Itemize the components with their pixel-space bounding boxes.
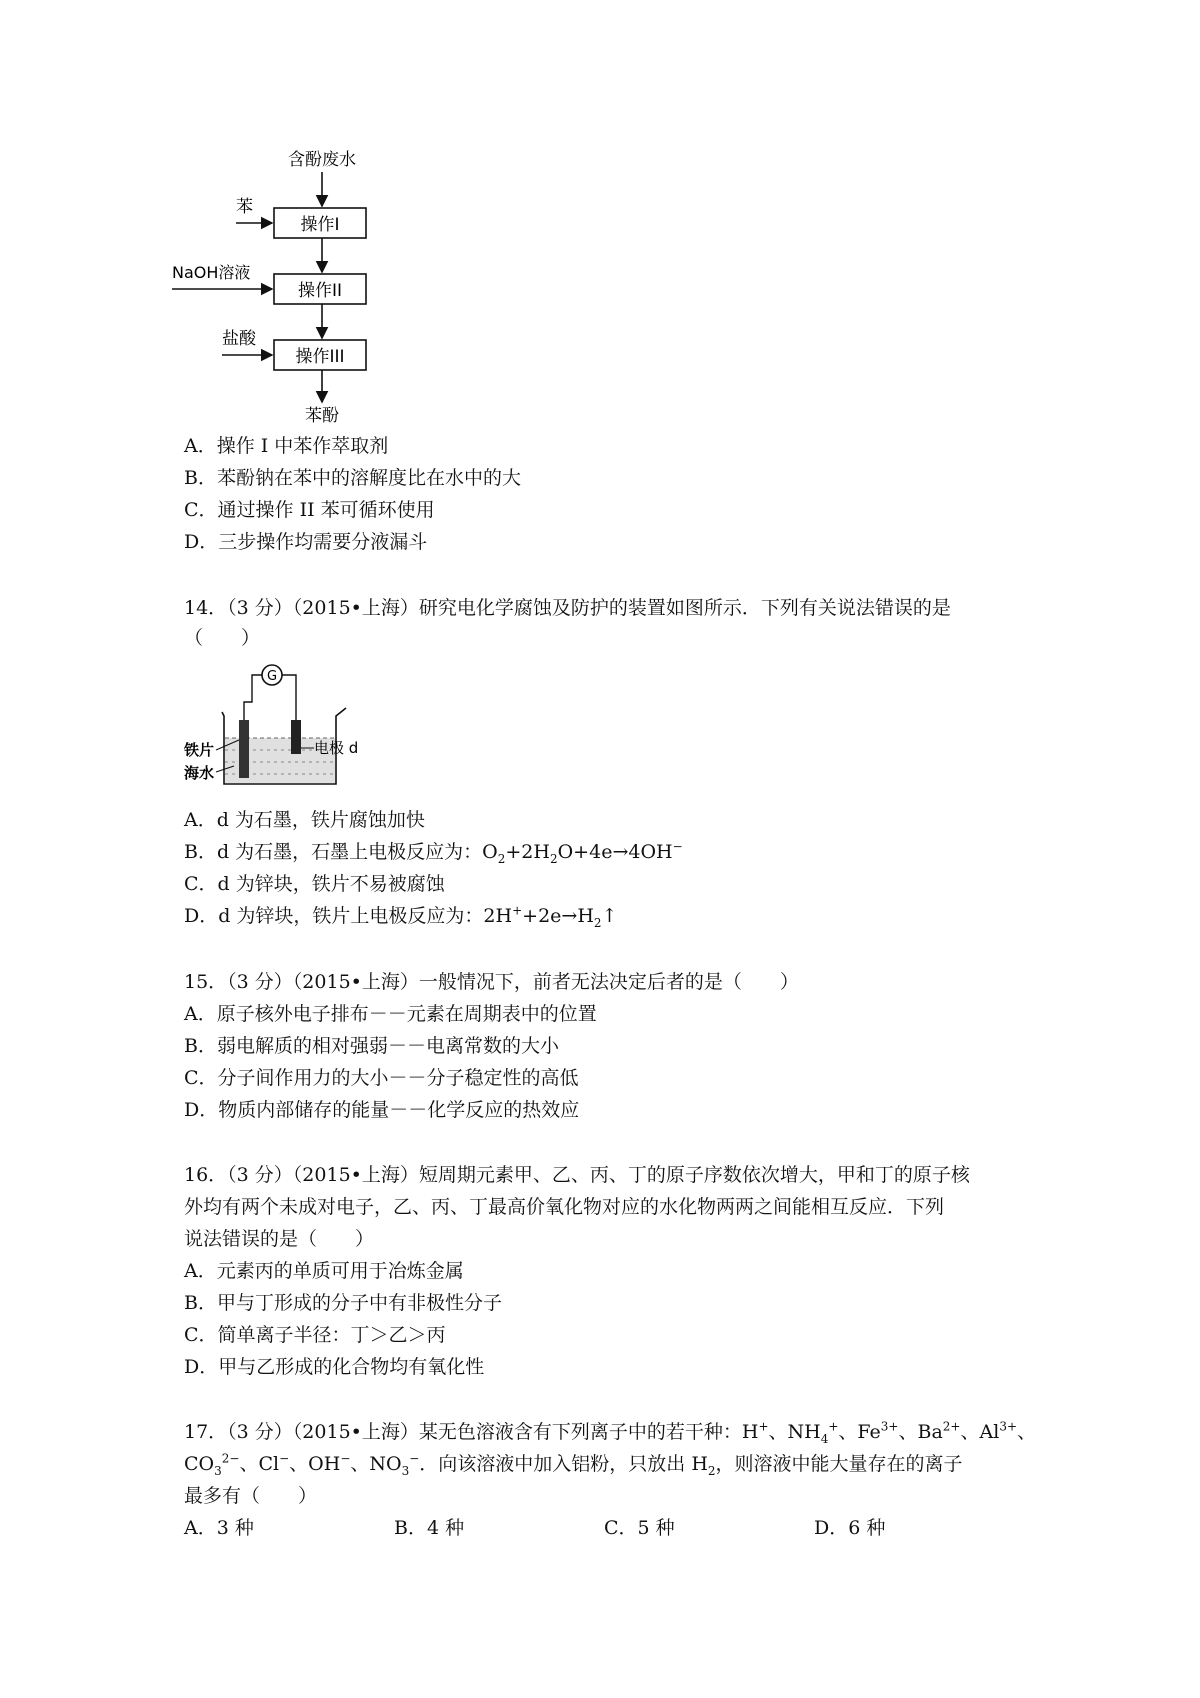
electrode-d	[291, 720, 301, 754]
q16-option-b: B．甲与丁形成的分子中有非极性分子	[184, 1292, 502, 1314]
q17-option-c: C．5 种	[604, 1517, 675, 1539]
q16-option-a: A．元素丙的单质可用于冶炼金属	[184, 1260, 464, 1282]
flow-output-label: 苯酚	[305, 406, 339, 425]
q14-option-b: B．d 为石墨，石墨上电极反应为：$O_2+2H_2O+4e\to 4OH^-$	[184, 839, 683, 866]
q13-option-b: B．苯酚钠在苯中的溶解度比在水中的大	[184, 467, 521, 489]
q17-option-a: A．3 种	[184, 1517, 254, 1539]
electrochemistry-apparatus	[184, 660, 384, 790]
phenol-separation-flowchart	[170, 140, 400, 425]
q14-option-a: A．d 为石墨，铁片腐蚀加快	[184, 809, 425, 831]
q15-option-b: B．弱电解质的相对强弱－－电离常数的大小	[184, 1035, 559, 1057]
q14-option-d: D．d 为锌块，铁片上电极反应为：$2H^++2e\to H_2↑$	[184, 903, 618, 930]
q16-stem-line3: 说法错误的是（ ）	[184, 1228, 375, 1250]
op1-label: 操作I	[300, 215, 340, 235]
q15-option-d: D．物质内部储存的能量－－化学反应的热效应	[184, 1099, 580, 1121]
galvanometer-label: G	[266, 669, 278, 684]
q13-option-d: D．三步操作均需要分液漏斗	[184, 531, 428, 553]
q17-option-d: D．6 种	[814, 1517, 886, 1539]
seawater-label: 海水	[184, 764, 215, 782]
q15-option-a: A．原子核外电子排布－－元素在周期表中的位置	[184, 1003, 597, 1025]
q13-option-a: A．操作 I 中苯作萃取剂	[184, 435, 389, 457]
q16-option-c: C．简单离子半径：丁＞乙＞丙	[184, 1324, 446, 1346]
q16-stem-line2: 外均有两个未成对电子，乙、丙、丁最高价氧化物对应的水化物两两之间能相互反应．下列	[184, 1196, 945, 1218]
op3-label: 操作III	[295, 347, 345, 367]
q14-option-c: C．d 为锌块，铁片不易被腐蚀	[184, 873, 445, 895]
q17-stem-line1: 17．（3 分）（2015•上海）某无色溶液含有下列离子中的若干种：H+、$NH_4^+$、$Fe^{3+}$、$Ba^{2+}$、$Al^{3+}$、	[184, 1419, 1037, 1446]
electrode-d-label: 电极 d	[314, 739, 359, 757]
reagent3-label: 盐酸	[222, 329, 256, 349]
q16-option-d: D．甲与乙形成的化合物均有氧化性	[184, 1356, 485, 1378]
q14-stem-bracket: （ ）	[184, 627, 261, 649]
q17-stem-line3: 最多有（ ）	[184, 1485, 318, 1507]
iron-plate-label: 铁片	[184, 741, 215, 759]
q16-stem-line1: 16．（3 分）（2015•上海）短周期元素甲、乙、丙、丁的原子序数依次增大，甲和丁的原子核	[184, 1164, 970, 1186]
q13-option-c: C．通过操作 II 苯可循环使用	[184, 499, 435, 521]
reagent2-label: NaOH溶液	[172, 263, 251, 282]
reagent1-label: 苯	[236, 197, 253, 217]
op2-label: 操作II	[297, 281, 343, 301]
q15-stem: 15．（3 分）（2015•上海）一般情况下，前者无法决定后者的是（ ）	[184, 971, 799, 993]
q17-option-b: B．4 种	[394, 1517, 465, 1539]
q17-stem-line2: $CO_3^{2-}$、Cl−、OH−、$NO_3^-$．向该溶液中加入铝粉，只放出 $H_2$，则溶液中能大量存在的离子	[184, 1451, 963, 1478]
q15-option-c: C．分子间作用力的大小－－分子稳定性的高低	[184, 1067, 579, 1089]
apparatus-svg	[184, 660, 384, 790]
flow-input-label: 含酚废水	[288, 150, 356, 170]
q14-stem: 14．（3 分）（2015•上海）研究电化学腐蚀及防护的装置如图所示．下列有关说法错误的是	[184, 597, 951, 619]
flowchart-svg	[170, 140, 400, 425]
iron-plate	[239, 720, 249, 778]
